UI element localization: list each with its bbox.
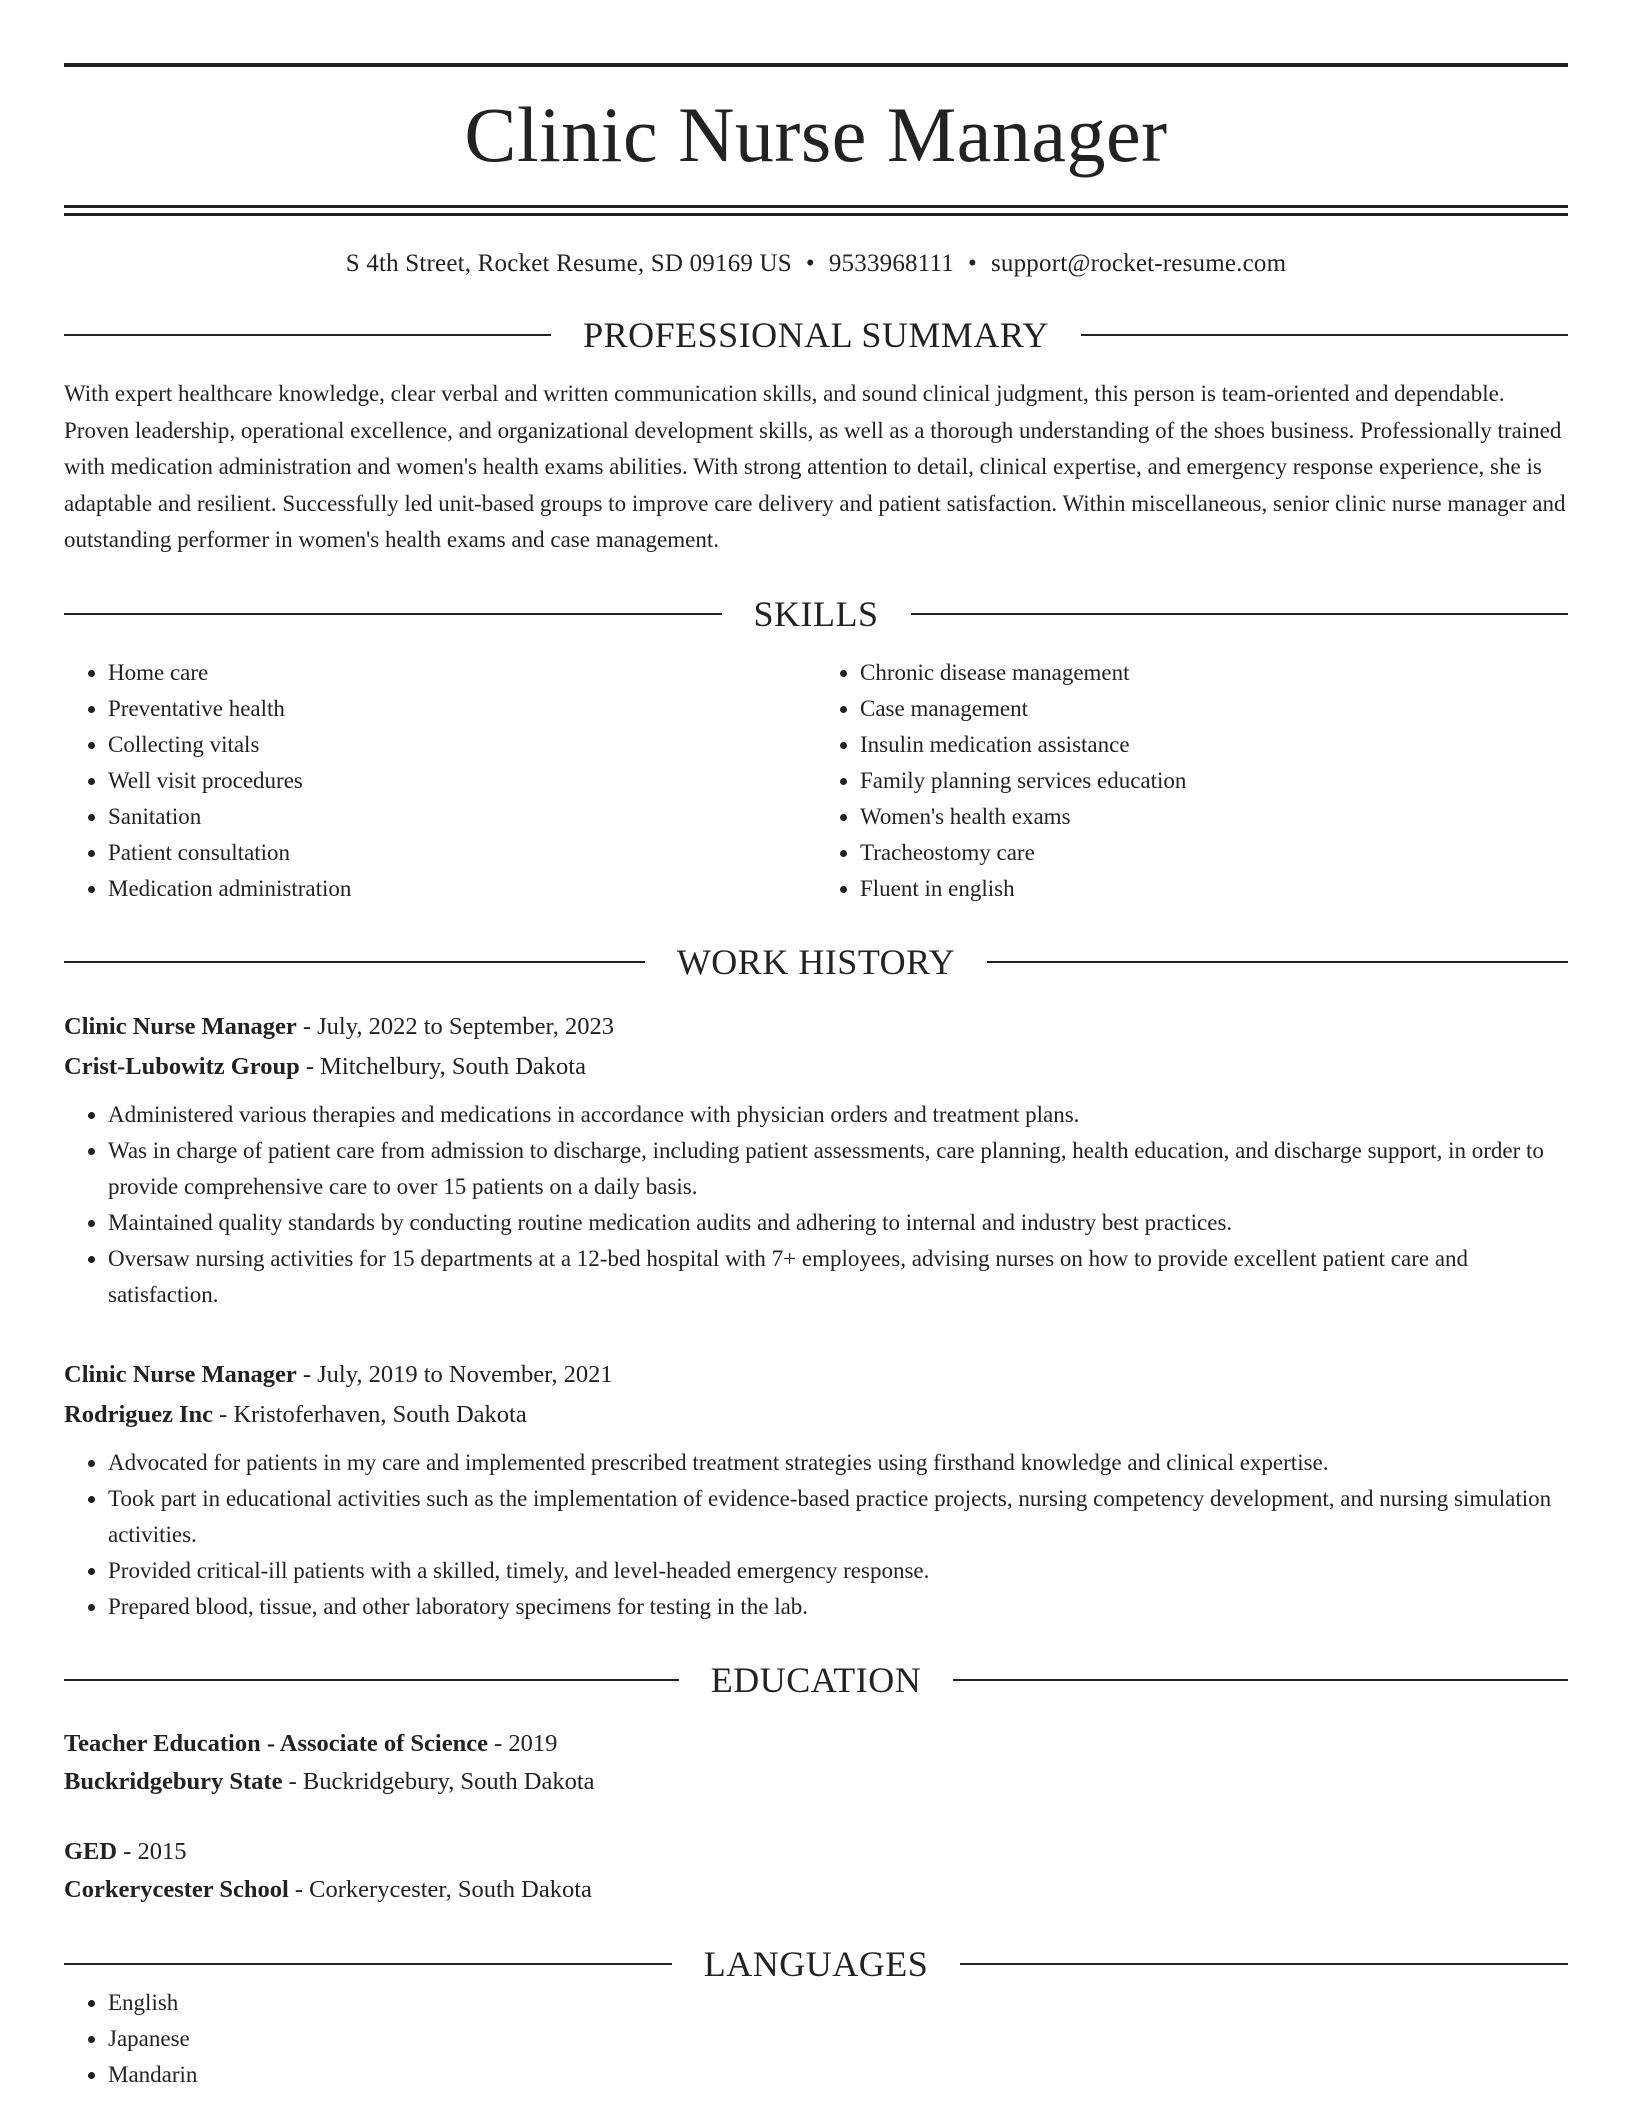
education-degree-line <box>64 1833 1568 1871</box>
education-location: - Buckridgebury, South Dakota <box>282 1767 595 1795</box>
section-heading-skills <box>64 593 1568 635</box>
job-bullet: • Was in charge of patient care from admission to discharge, including patient assessments, care planning, health education, and discharge support, in order to provide comprehensive care to over 15 patients on a daily basis. <box>108 1133 1568 1205</box>
education-degree: GED <box>64 1837 118 1865</box>
language-item: • Japanese <box>108 2021 1568 2057</box>
language-item: • English <box>108 1985 1568 2021</box>
contact-separator: • <box>805 250 815 277</box>
job-location: - Kristoferhaven, South Dakota <box>213 1400 527 1428</box>
job-bullet: • Prepared blood, tissue, and other laboratory specimens for testing in the lab. <box>108 1589 1568 1625</box>
job-title-line <box>64 1007 1568 1047</box>
education-school-line <box>64 1871 1568 1909</box>
contact-address: S 4th Street, Rocket Resume, SD 09169 US <box>345 250 792 277</box>
heading-rule-right <box>911 613 1569 615</box>
skill-item: • Patient consultation <box>108 835 816 871</box>
job-entry <box>64 1355 1568 1625</box>
job-role: Clinic Nurse Manager <box>64 1012 297 1040</box>
section-title: WORK HISTORY <box>676 941 956 982</box>
skill-item: • Home care <box>108 655 816 691</box>
skills-grid <box>64 655 1568 907</box>
heading-rule-left <box>64 961 645 963</box>
job-bullets <box>64 1445 1568 1625</box>
skill-item: • Preventative health <box>108 691 816 727</box>
job-bullets <box>64 1097 1568 1313</box>
skill-item: • Sanitation <box>108 799 816 835</box>
section-title: SKILLS <box>753 593 879 634</box>
heading-rule-left <box>64 1679 679 1681</box>
job-entry <box>64 1007 1568 1313</box>
section-title: LANGUAGES <box>703 1943 929 1984</box>
education-school-line <box>64 1763 1568 1801</box>
skill-item: • Women's health exams <box>860 799 1568 835</box>
skill-item: • Insulin medication assistance <box>860 727 1568 763</box>
heading-rule-right <box>987 961 1568 963</box>
education-year: - 2019 <box>487 1729 558 1757</box>
heading-rule-right <box>953 1679 1568 1681</box>
section-heading-summary <box>64 314 1568 356</box>
heading-rule-right <box>1081 334 1568 336</box>
contact-line <box>64 248 1568 280</box>
job-bullet: • Took part in educational activities such as the implementation of evidence-based practice projects, nursing competency development, and nursing simulation activities. <box>108 1481 1568 1553</box>
job-company: Rodriguez Inc <box>64 1400 214 1428</box>
education-degree: Teacher Education - Associate of Science <box>64 1729 488 1757</box>
skill-item: • Fluent in english <box>860 871 1568 907</box>
heading-rule-left <box>64 334 551 336</box>
language-item: • Mandarin <box>108 2057 1568 2093</box>
skill-item: • Medication administration <box>108 871 816 907</box>
education-degree-line <box>64 1725 1568 1763</box>
skill-item: • Collecting vitals <box>108 727 816 763</box>
education-school: Buckridgebury State <box>64 1767 283 1795</box>
education-entry <box>64 1725 1568 1801</box>
job-bullet: • Oversaw nursing activities for 15 departments at a 12-bed hospital with 7+ employees, advising nurses on how to provide excellent patient care and satisfaction. <box>108 1241 1568 1313</box>
skill-item: • Family planning services education <box>860 763 1568 799</box>
job-location: - Mitchelbury, South Dakota <box>299 1052 586 1080</box>
skill-item: • Chronic disease management <box>860 655 1568 691</box>
heading-rule-right <box>960 1963 1568 1965</box>
summary-text: With expert healthcare knowledge, clear verbal and written communication skills, and sound clinical judgment, this person is team-oriented and dependable. Proven leadership, operational excellence, and organizational development skills, as well as a thorough understanding of the shoes business. Professionally trained with medication administration and women's health exams abilities. With strong attention to detail, clinical expertise, and emergency response experience, she is adaptable and resilient. Successfully led unit-based groups to improve care delivery and patient satisfaction. Within miscellaneous, senior clinic nurse manager and outstanding performer in women's health exams and case management. <box>64 381 1566 552</box>
job-bullet: • Administered various therapies and medications in accordance with physician orders and treatment plans. <box>108 1097 1568 1133</box>
job-role: Clinic Nurse Manager <box>64 1360 297 1388</box>
education-school: Corkerycester School <box>64 1875 289 1903</box>
contact-separator: • <box>968 250 977 277</box>
job-bullet: • Advocated for patients in my care and implemented prescribed treatment strategies using firsthand knowledge and clinical expertise. <box>108 1445 1568 1481</box>
header-double-rule <box>64 205 1568 216</box>
skills-list-left <box>64 655 816 907</box>
job-dates: - July, 2022 to September, 2023 <box>296 1012 614 1040</box>
skills-list-right <box>816 655 1568 907</box>
section-title: EDUCATION <box>710 1659 922 1700</box>
languages-list <box>64 1985 1568 2093</box>
education-location: - Corkerycester, South Dakota <box>288 1875 592 1903</box>
job-bullet: • Maintained quality standards by conducting routine medication audits and adhering to internal and industry best practices. <box>108 1205 1568 1241</box>
resume-name: Clinic Nurse Manager <box>464 91 1168 178</box>
heading-rule-left <box>64 1963 672 1965</box>
section-heading-languages <box>64 1943 1568 1985</box>
header-top-rule <box>64 63 1568 67</box>
section-heading-education <box>64 1659 1568 1701</box>
section-heading-work <box>64 941 1568 983</box>
resume-page <box>64 0 1568 2093</box>
skill-item: • Case management <box>860 691 1568 727</box>
job-dates: - July, 2019 to November, 2021 <box>296 1360 613 1388</box>
section-title: PROFESSIONAL SUMMARY <box>583 315 1049 355</box>
skill-item: • Well visit procedures <box>108 763 816 799</box>
job-title-line <box>64 1355 1568 1395</box>
job-company: Crist-Lubowitz Group <box>64 1052 300 1080</box>
contact-email: support@rocket-resume.com <box>990 250 1287 277</box>
skill-item: • Tracheostomy care <box>860 835 1568 871</box>
job-bullet: • Provided critical-ill patients with a skilled, timely, and level-headed emergency response. <box>108 1553 1568 1589</box>
education-year: - 2015 <box>117 1837 187 1865</box>
education-entry <box>64 1833 1568 1909</box>
job-company-line <box>64 1395 1568 1435</box>
contact-phone: 9533968111 <box>828 250 955 277</box>
job-company-line <box>64 1047 1568 1087</box>
heading-rule-left <box>64 613 722 615</box>
